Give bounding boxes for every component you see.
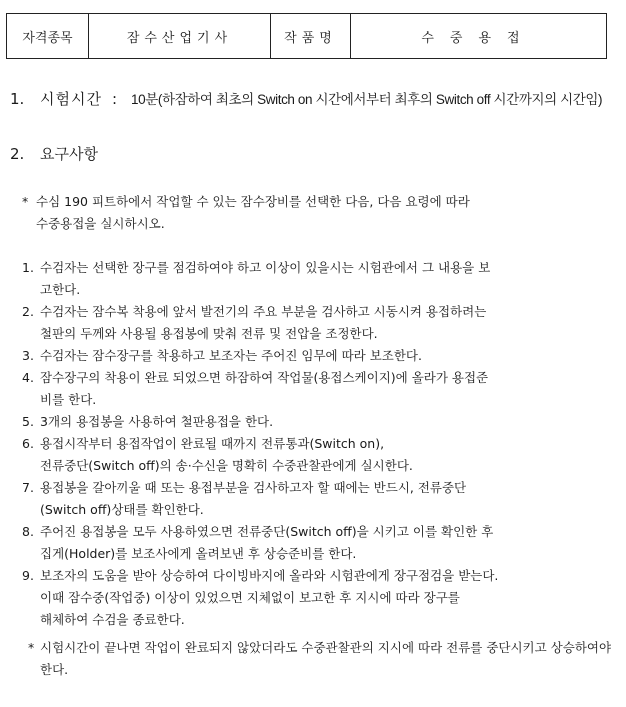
item-line: 철판의 두께와 사용될 용접봉에 맞춰 전류 및 전압을 조정한다. xyxy=(40,326,378,341)
item-line: 고한다. xyxy=(40,282,81,297)
work-value: 수중용접 xyxy=(351,14,607,59)
closing-note xyxy=(22,637,612,681)
list-item xyxy=(22,301,612,345)
item-line: 전류중단(Switch off)의 송·수신을 명확히 수중관찰관에게 실시한다. xyxy=(40,458,413,473)
section-label: 시험시간 xyxy=(40,90,102,108)
section-number: 2. xyxy=(10,145,25,163)
exam-time-section xyxy=(10,88,602,109)
item-number: 9. xyxy=(22,568,34,583)
intro-line-2: 수중용접을 실시하시오. xyxy=(36,216,165,231)
item-number: 4. xyxy=(22,370,34,385)
list-item xyxy=(22,433,612,477)
list-item xyxy=(22,477,612,521)
item-line: 용접봉을 갈아끼울 때 또는 용접부분을 검사하고자 할 때에는 반드시, 전류중단 xyxy=(40,480,467,495)
qualification-value: 잠수산업기사 xyxy=(89,14,271,59)
exam-header-table xyxy=(6,13,607,59)
item-number: 7. xyxy=(22,480,34,495)
list-item xyxy=(22,257,612,301)
item-line: (Switch off)상태를 확인한다. xyxy=(40,502,204,517)
item-number: 5. xyxy=(22,414,34,429)
item-line: 이때 잠수중(작업중) 이상이 있었으면 지체없이 보고한 후 지시에 따라 장구를 xyxy=(40,590,460,605)
item-line: 잠수장구의 착용이 완료 되었으면 하잠하여 작업물(용접스케이지)에 올라가 용접준 xyxy=(40,370,489,385)
work-label: 작품명 xyxy=(271,14,351,59)
section-colon: : xyxy=(111,90,118,108)
note-marker: * xyxy=(28,640,35,655)
item-line: 보조자의 도움을 받아 상승하여 다이빙바지에 올라와 시험관에게 장구점검을 받는다. xyxy=(40,568,499,583)
item-number: 6. xyxy=(22,436,34,451)
item-line: 용접시작부터 용접작업이 완료될 때까지 전류통과(Switch on), xyxy=(40,436,385,451)
note-line-1: 시험시간이 끝나면 작업이 완료되지 않았더라도 수중관찰관의 지시에 따라 전류를 xyxy=(40,640,483,655)
list-item xyxy=(22,367,612,411)
item-number: 1. xyxy=(22,260,34,275)
list-item xyxy=(22,411,612,433)
item-number: 2. xyxy=(22,304,34,319)
note-line-2: 중단시키고 상승하여야 한다. xyxy=(40,640,612,677)
item-line: 수검자는 잠수복 착용에 앞서 발전기의 주요 부분을 검사하고 시동시켜 용접하려는 xyxy=(40,304,487,319)
item-line: 비를 한다. xyxy=(40,392,97,407)
list-item xyxy=(22,521,612,565)
item-line: 3개의 용접봉을 사용하여 철판용접을 한다. xyxy=(40,414,274,429)
item-line: 수검자는 선택한 장구를 점검하여야 하고 이상이 있을시는 시험관에서 그 내용을 보 xyxy=(40,260,491,275)
item-number: 8. xyxy=(22,524,34,539)
list-item xyxy=(22,565,612,631)
requirements-list xyxy=(22,257,612,681)
qualification-label: 자격종목 xyxy=(7,14,89,59)
requirements-section xyxy=(10,143,98,164)
list-item xyxy=(22,345,612,367)
item-line: 해체하여 수검을 종료한다. xyxy=(40,612,185,627)
section-label: 요구사항 xyxy=(40,145,98,163)
section-number: 1. xyxy=(10,90,25,108)
item-line: 집게(Holder)를 보조사에게 올려보낸 후 상승준비를 한다. xyxy=(40,546,357,561)
requirements-intro xyxy=(22,191,606,235)
intro-line-1: 수심 190 피트하에서 작업할 수 있는 잠수장비를 선택한 다음, 다음 요령에 따라 xyxy=(36,194,470,209)
item-number: 3. xyxy=(22,348,34,363)
item-line: 주어진 용접봉을 모두 사용하였으면 전류중단(Switch off)을 시키고 이를 확인한 후 xyxy=(40,524,494,539)
intro-marker: * xyxy=(22,194,29,209)
item-line: 수검자는 잠수장구를 착용하고 보조자는 주어진 임무에 따라 보조한다. xyxy=(40,348,422,363)
exam-time-value: 10분(하잠하여 최초의 Switch on 시간에서부터 최후의 Switch off 시간까지의 시간임) xyxy=(131,92,603,107)
